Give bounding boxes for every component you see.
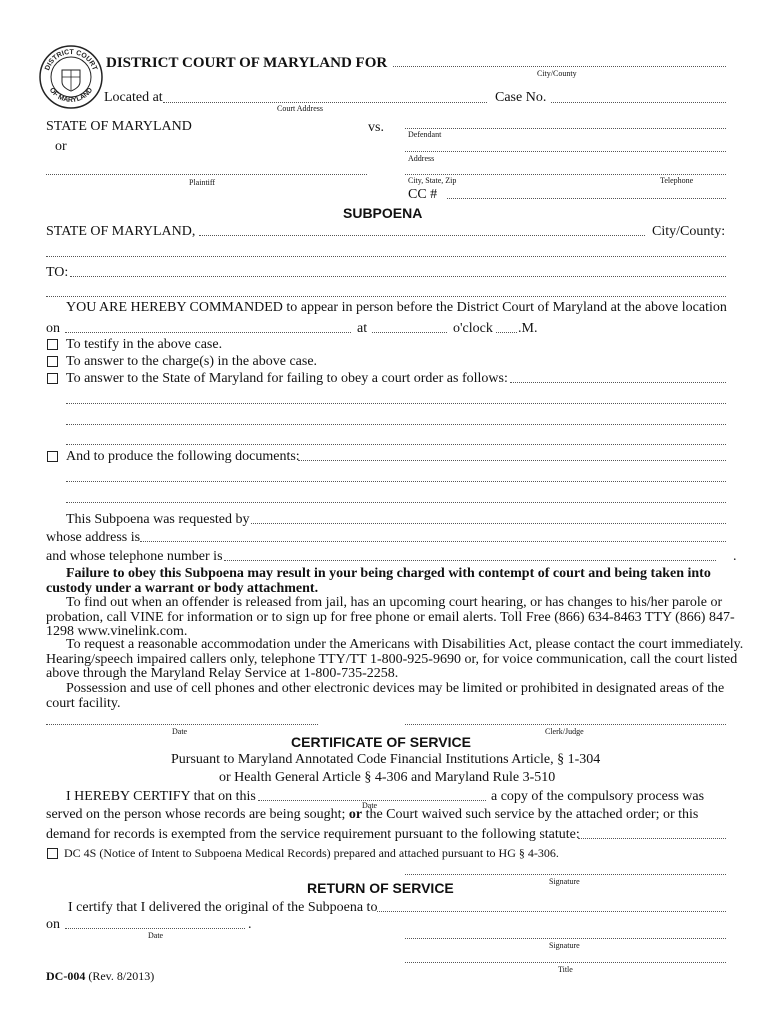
city-county-caption: City/County (537, 69, 577, 78)
court-order-line3[interactable] (66, 424, 726, 425)
documents-line2[interactable] (66, 481, 726, 482)
phone-period: . (733, 549, 737, 564)
return-certify-label: I certify that I delivered the original of the Subpoena to (68, 900, 378, 915)
certificate-date-caption: Date (362, 801, 378, 810)
dc4s-text: DC 4S (Notice of Intent to Subpoena Medical Records) prepared and attached pursuant to HG § 4-306. (64, 846, 559, 860)
address-field[interactable] (405, 151, 726, 152)
answer-charges-checkbox[interactable] (47, 356, 58, 367)
telephone-caption: Telephone (660, 176, 694, 185)
certificate-line1: Pursuant to Maryland Annotated Code Financial Institutions Article, § 1-304 (171, 752, 601, 767)
certify-label: I HEREBY CERTIFY that on this (66, 789, 256, 804)
appearance-time-field[interactable] (372, 332, 447, 333)
court-seal (38, 44, 104, 110)
served-or: or (348, 807, 363, 822)
certificate-signature-field[interactable] (405, 874, 726, 875)
plaintiff-caption: Plaintiff (189, 178, 216, 187)
delivered-to-field[interactable] (377, 911, 726, 912)
on-label: on (46, 321, 60, 336)
city-state-zip-field[interactable] (405, 174, 726, 175)
at-label: at (357, 321, 368, 336)
return-signature-caption: Signature (549, 941, 580, 950)
served-pre: served on the person whose records are being sought; (46, 807, 346, 822)
defendant-field[interactable] (405, 128, 726, 129)
phone-label: and whose telephone number is (46, 549, 223, 564)
documents-field[interactable] (298, 460, 726, 461)
return-title-field[interactable] (405, 962, 726, 963)
return-title-caption: Title (558, 965, 573, 974)
address-label: whose address is (46, 530, 141, 545)
return-title: RETURN OF SERVICE (307, 880, 454, 896)
answer-charges-option: To answer to the charge(s) in the above case. (66, 354, 318, 369)
demand-text: demand for records is exempted from the service requirement pursuant to the following statute: (46, 827, 580, 842)
form-footer (46, 968, 154, 984)
return-date-caption: Date (148, 931, 164, 940)
am-pm-field[interactable] (496, 332, 517, 333)
requested-by-field[interactable] (251, 523, 726, 524)
clerk-caption: Clerk/Judge (545, 727, 584, 736)
m-label: .M. (518, 321, 538, 336)
plaintiff-field[interactable] (46, 174, 367, 175)
return-period: . (248, 917, 252, 932)
form-revision: (Rev. 8/2013) (88, 969, 155, 983)
to-field-line2[interactable] (46, 296, 726, 297)
address-caption: Address (408, 154, 435, 163)
state-of-maryland-line: STATE OF MARYLAND, (46, 224, 196, 239)
cc-label: CC # (408, 187, 438, 202)
state-field[interactable] (199, 235, 645, 236)
certificate-title: CERTIFICATE OF SERVICE (291, 734, 471, 750)
svg-text:DISTRICT COURT: DISTRICT COURT (44, 48, 98, 72)
certificate-line2: or Health General Article § 4-306 and Maryland Rule 3-510 (219, 770, 556, 785)
documents-checkbox[interactable] (47, 451, 58, 462)
to-field[interactable] (70, 276, 726, 277)
return-signature-field[interactable] (405, 938, 726, 939)
requester-phone-field[interactable] (224, 560, 716, 561)
issue-date-field[interactable] (46, 724, 318, 725)
dc4s-checkbox[interactable] (47, 848, 58, 859)
documents-option: And to produce the following documents: (66, 449, 300, 464)
requested-by-label: This Subpoena was requested by (66, 512, 250, 527)
served-post: the Court waived such service by the attached order; or this (365, 807, 699, 822)
return-date-field[interactable] (65, 928, 245, 929)
vine-notice: To find out when an offender is released from jail, has an upcoming court hearing, or has changes to his/her parole or probation, call VINE for information or to sign up for free phone or email alerts. Toll Free (866) 634-8463 TTY (866) 847-1298 www.vinelink.com. (46, 595, 735, 639)
court-order-option: To answer to the State of Maryland for failing to obey a court order as follows: (66, 371, 508, 386)
phones-notice: Possession and use of cell phones and other electronic devices may be limited or prohibited in designated areas of the court facility. (46, 681, 725, 711)
svg-text:OF MARYLAND: OF MARYLAND (47, 86, 95, 105)
ada-notice: To request a reasonable accommodation under the Americans with Disabilities Act, please contact the court immediately. Hearing/speech impaired callers only, telephone TTY/TT 1-800-925-9690 or, for voice communication, call the court listed above through the Maryland Relay Service at 1-800-735-2258. (46, 637, 744, 681)
commanded-text: YOU ARE HEREBY COMMANDED to appear in person before the District Court of Maryland at the above location (66, 300, 727, 315)
case-no-label: Case No. (495, 90, 547, 105)
requester-address-field[interactable] (140, 541, 726, 542)
failure-warning: Failure to obey this Subpoena may result in your being charged with contempt of court and being taken into custody under a warrant or body attachment. (46, 566, 711, 596)
or-label: or (55, 139, 67, 154)
vs-label: vs. (368, 120, 384, 135)
court-address-caption: Court Address (277, 104, 323, 113)
court-title: DISTRICT COURT OF MARYLAND FOR (106, 55, 388, 71)
court-order-line2[interactable] (66, 403, 726, 404)
served-text (46, 807, 698, 823)
oclock-label: o'clock (453, 321, 493, 336)
return-on-label: on (46, 917, 60, 932)
form-number: DC-004 (46, 969, 86, 983)
testify-checkbox[interactable] (47, 339, 58, 350)
located-at-label: Located at (104, 90, 163, 105)
defendant-caption: Defendant (408, 130, 442, 139)
case-no-field[interactable] (551, 102, 726, 103)
documents-line3[interactable] (66, 502, 726, 503)
state-label: STATE OF MARYLAND (46, 119, 192, 134)
copy-label: a copy of the compulsory process was (491, 789, 705, 804)
court-order-field[interactable] (510, 382, 726, 383)
issue-date-caption: Date (172, 727, 188, 736)
court-order-line4[interactable] (66, 444, 726, 445)
testify-option: To testify in the above case. (66, 337, 223, 352)
city-state-zip-caption: City, State, Zip (408, 176, 457, 185)
city-county-label: City/County: (652, 224, 726, 239)
cc-field[interactable] (447, 198, 726, 199)
certificate-signature-caption: Signature (549, 877, 580, 886)
court-order-checkbox[interactable] (47, 373, 58, 384)
to-label: TO: (46, 265, 69, 280)
subpoena-title: SUBPOENA (343, 205, 423, 221)
court-address-field[interactable] (163, 102, 487, 103)
statute-field[interactable] (578, 838, 726, 839)
city-county-field[interactable] (393, 66, 726, 67)
clerk-signature-field[interactable] (405, 724, 726, 725)
appearance-date-field[interactable] (65, 332, 351, 333)
state-field-line2[interactable] (46, 256, 726, 257)
